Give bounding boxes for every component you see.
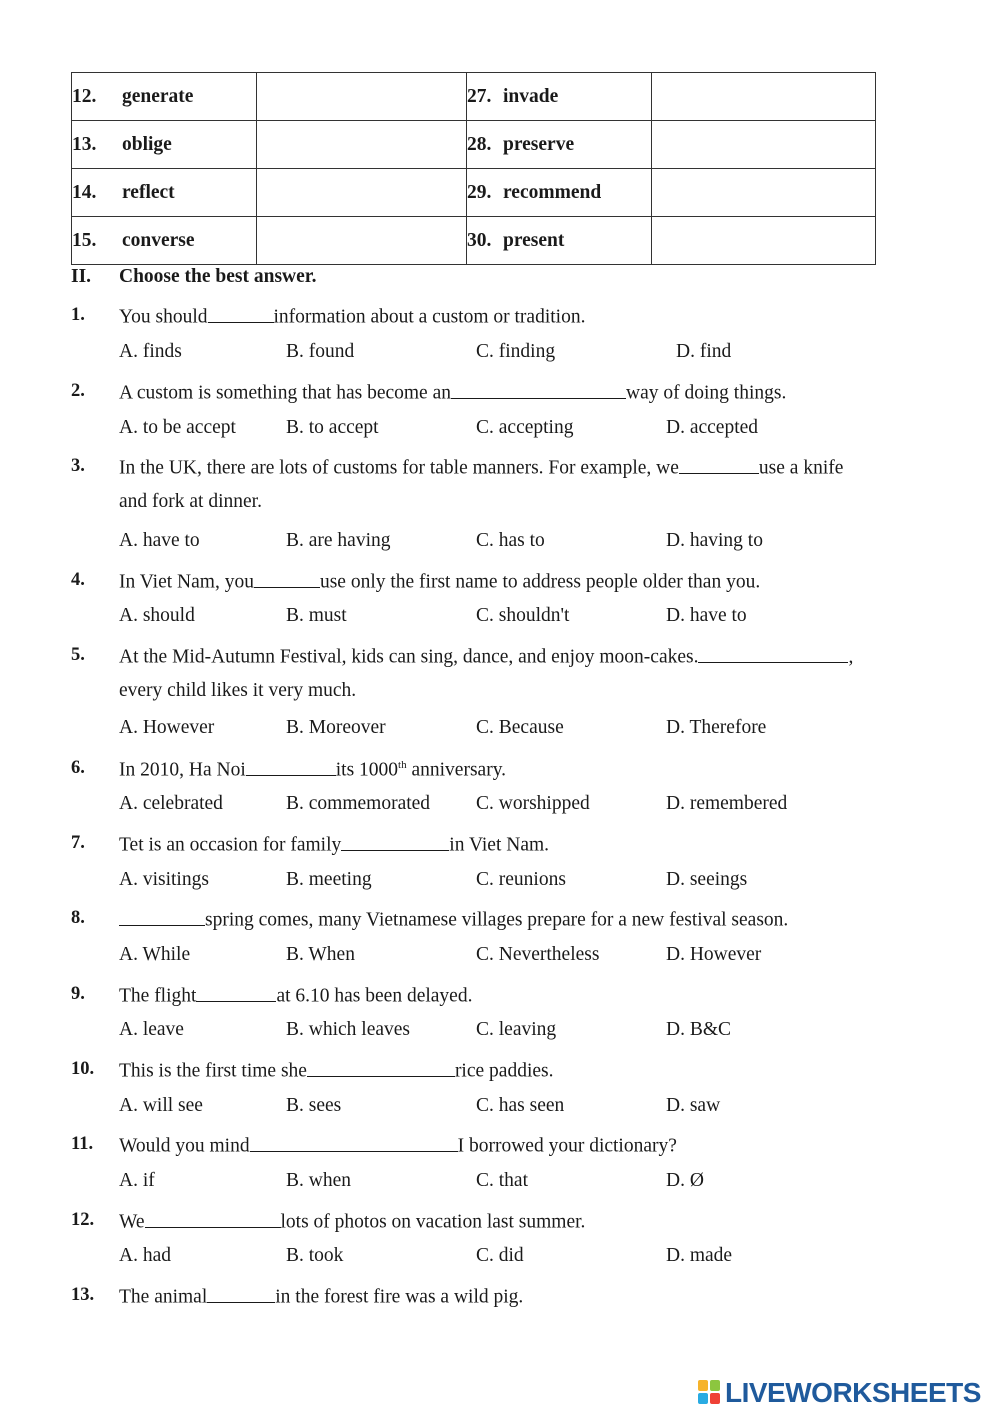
- option-d[interactable]: D. remembered: [666, 793, 788, 814]
- word-cell: 12. generate: [72, 73, 257, 121]
- option-a[interactable]: A. have to: [119, 530, 200, 551]
- option-c[interactable]: C. shouldn't: [476, 605, 570, 626]
- option-b[interactable]: B. sees: [286, 1095, 342, 1116]
- question-text: You should information about a custom or tradition.: [119, 303, 585, 329]
- answer-blank[interactable]: [207, 1283, 275, 1303]
- section-title: II. Choose the best answer.: [71, 266, 317, 287]
- question-text: At the Mid-Autumn Festival, kids can sing, dance, and enjoy moon-cakes. ,: [119, 643, 853, 669]
- answer-blank[interactable]: [145, 1208, 281, 1228]
- answer-input-cell[interactable]: [652, 217, 876, 265]
- option-c[interactable]: C. reunions: [476, 869, 566, 890]
- question-text: In 2010, Ha Noi its 1000th anniversary.: [119, 756, 506, 782]
- question-number: 5.: [71, 645, 85, 665]
- question-text: Tet is an occasion for family in Viet Nam.: [119, 831, 549, 857]
- answer-blank[interactable]: [254, 568, 320, 588]
- option-d[interactable]: D. Therefore: [666, 717, 767, 738]
- option-b[interactable]: B. Moreover: [286, 717, 386, 738]
- option-d[interactable]: D. made: [666, 1245, 733, 1266]
- option-c[interactable]: C. has seen: [476, 1095, 565, 1116]
- word-cell: 15. converse: [72, 217, 257, 265]
- option-c[interactable]: C. leaving: [476, 1019, 557, 1040]
- option-a[interactable]: A. had: [119, 1245, 171, 1266]
- question-number: 2.: [71, 381, 85, 401]
- word-cell: 29. recommend: [467, 169, 652, 217]
- answer-input-cell[interactable]: [257, 169, 467, 217]
- answer-input-cell[interactable]: [257, 73, 467, 121]
- answer-input-cell[interactable]: [257, 217, 467, 265]
- option-d[interactable]: D. However: [666, 944, 762, 965]
- word-form-table: [71, 72, 876, 265]
- question-text: spring comes, many Vietnamese villages prepare for a new festival season.: [119, 906, 788, 932]
- answer-blank[interactable]: [246, 756, 336, 776]
- question-text: A custom is something that has become an way of doing things.: [119, 379, 786, 405]
- answer-blank[interactable]: [208, 303, 274, 323]
- option-b[interactable]: B. meeting: [286, 869, 372, 890]
- option-a[interactable]: A. While: [119, 944, 191, 965]
- answer-blank[interactable]: [451, 379, 626, 399]
- option-c[interactable]: C. did: [476, 1245, 524, 1266]
- option-b[interactable]: B. found: [286, 341, 355, 362]
- question-text: In the UK, there are lots of customs for table manners. For example, we use a knife: [119, 454, 843, 480]
- logo-text: LIVEWORKSHEETS: [725, 1377, 981, 1408]
- question-number: 12.: [71, 1210, 95, 1230]
- option-a[interactable]: A. leave: [119, 1019, 184, 1040]
- question-text: We lots of photos on vacation last summer.: [119, 1208, 585, 1234]
- question-number: 9.: [71, 984, 85, 1004]
- word-cell: 28. preserve: [467, 121, 652, 169]
- word-cell: 14. reflect: [72, 169, 257, 217]
- option-b[interactable]: B. When: [286, 944, 355, 965]
- answer-blank[interactable]: [341, 831, 449, 851]
- option-d[interactable]: D. having to: [666, 530, 763, 551]
- question-number: 10.: [71, 1059, 95, 1079]
- question-text: The flight at 6.10 has been delayed.: [119, 982, 472, 1008]
- option-d[interactable]: D. Ø: [666, 1170, 704, 1191]
- option-a[interactable]: A. finds: [119, 341, 182, 362]
- option-d[interactable]: D. B&C: [666, 1019, 732, 1040]
- option-a[interactable]: A. should: [119, 605, 195, 626]
- answer-input-cell[interactable]: [257, 121, 467, 169]
- answer-blank[interactable]: [679, 454, 759, 474]
- table-row: [72, 217, 876, 265]
- logo-blocks-icon: [698, 1380, 722, 1406]
- option-c[interactable]: C. that: [476, 1170, 528, 1191]
- option-a[interactable]: A. if: [119, 1170, 155, 1191]
- liveworksheets-logo[interactable]: [698, 1377, 981, 1409]
- question-text: The animal in the forest fire was a wild pig.: [119, 1283, 523, 1309]
- answer-blank[interactable]: [196, 982, 276, 1002]
- question-text: This is the first time she rice paddies.: [119, 1057, 553, 1083]
- answer-input-cell[interactable]: [652, 169, 876, 217]
- option-a[interactable]: A. to be accept: [119, 417, 236, 438]
- question-number: 3.: [71, 456, 85, 476]
- option-a[interactable]: A. However: [119, 717, 215, 738]
- answer-input-cell[interactable]: [652, 121, 876, 169]
- question-text-continued: and fork at dinner.: [119, 491, 262, 512]
- answer-blank[interactable]: [307, 1057, 455, 1077]
- answer-blank[interactable]: [119, 906, 205, 926]
- option-a[interactable]: A. will see: [119, 1095, 203, 1116]
- option-b[interactable]: B. must: [286, 605, 347, 626]
- word-cell: 30. present: [467, 217, 652, 265]
- table-row: [72, 73, 876, 121]
- table-row: [72, 169, 876, 217]
- option-a[interactable]: A. visitings: [119, 869, 209, 890]
- option-c[interactable]: C. Because: [476, 717, 564, 738]
- question-text: Would you mind I borrowed your dictionary?: [119, 1132, 677, 1158]
- word-cell: 27. invade: [467, 73, 652, 121]
- option-a[interactable]: A. celebrated: [119, 793, 223, 814]
- option-b[interactable]: B. which leaves: [286, 1019, 411, 1040]
- table-row: [72, 121, 876, 169]
- option-d[interactable]: D. find: [676, 341, 732, 362]
- option-d[interactable]: D. seeings: [666, 869, 748, 890]
- option-c[interactable]: C. finding: [476, 341, 556, 362]
- question-text: In Viet Nam, you use only the first name to address people older than you.: [119, 568, 760, 594]
- question-number: 8.: [71, 908, 85, 928]
- question-number: 13.: [71, 1285, 95, 1305]
- option-b[interactable]: B. to accept: [286, 417, 379, 438]
- option-d[interactable]: D. saw: [666, 1095, 721, 1116]
- question-text-continued: every child likes it very much.: [119, 680, 357, 701]
- option-b[interactable]: B. took: [286, 1245, 344, 1266]
- option-c[interactable]: C. worshipped: [476, 793, 590, 814]
- question-number: 7.: [71, 833, 85, 853]
- option-b[interactable]: B. when: [286, 1170, 351, 1191]
- answer-blank[interactable]: [698, 643, 848, 663]
- option-c[interactable]: C. accepting: [476, 417, 574, 438]
- word-cell: 13. oblige: [72, 121, 257, 169]
- option-c[interactable]: C. Nevertheless: [476, 944, 600, 965]
- question-number: 11.: [71, 1134, 94, 1154]
- option-b[interactable]: B. commemorated: [286, 793, 431, 814]
- answer-input-cell[interactable]: [652, 73, 876, 121]
- answer-blank[interactable]: [250, 1132, 458, 1152]
- option-c[interactable]: C. has to: [476, 530, 545, 551]
- question-number: 6.: [71, 758, 85, 778]
- option-b[interactable]: B. are having: [286, 530, 391, 551]
- question-number: 4.: [71, 570, 85, 590]
- option-d[interactable]: D. accepted: [666, 417, 759, 438]
- option-d[interactable]: D. have to: [666, 605, 747, 626]
- question-number: 1.: [71, 305, 85, 325]
